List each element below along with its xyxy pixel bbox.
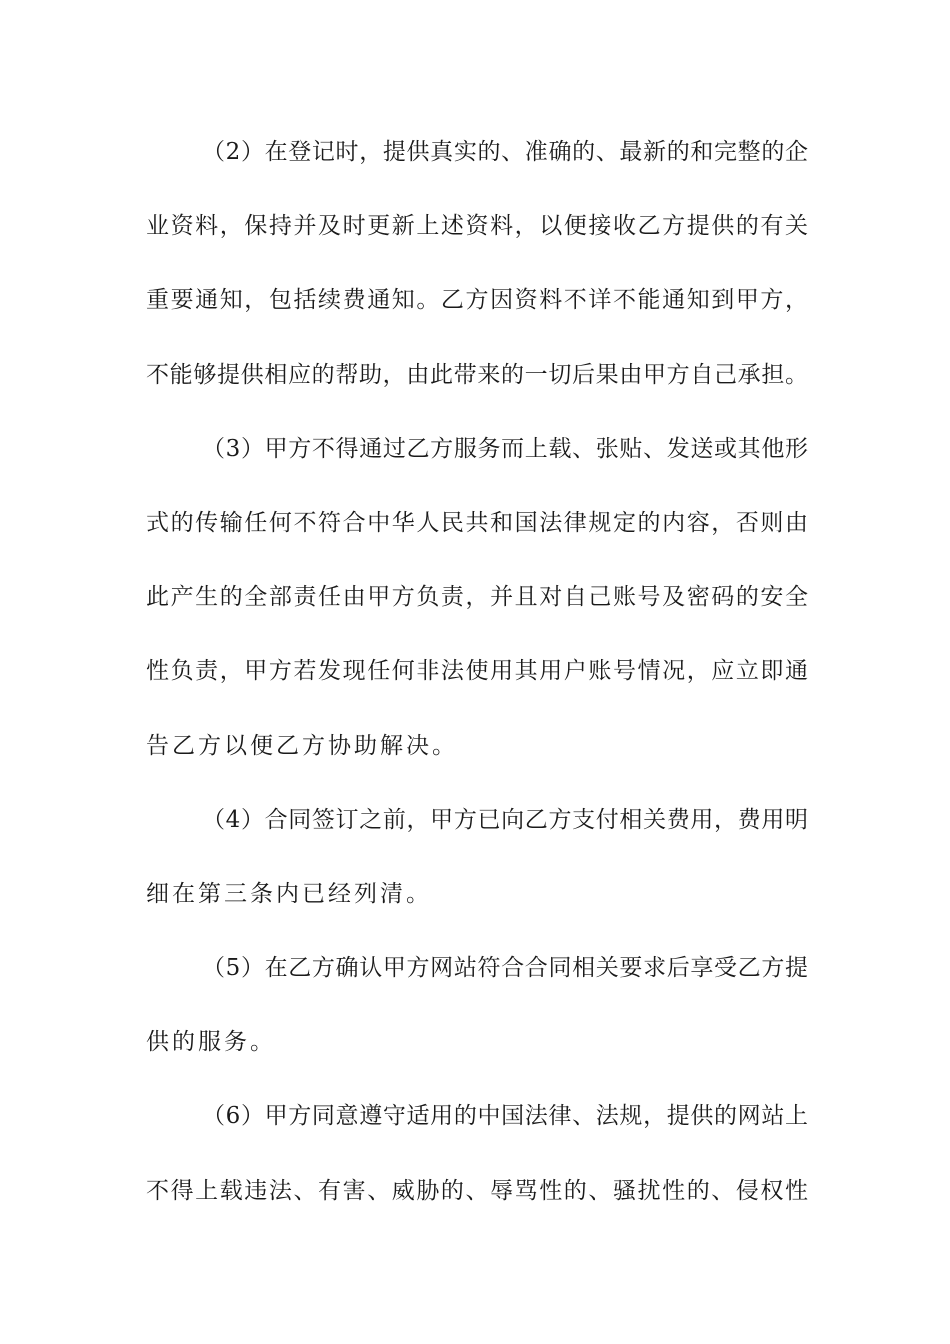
paragraph-line: （2）在登记时，提供真实的、准确的、最新的和完整的企 xyxy=(202,139,808,165)
paragraph-line: 不得上载违法、有害、威胁的、辱骂性的、骚扰性的、侵权性 xyxy=(146,1177,808,1204)
paragraph-line: 不能够提供相应的帮助，由此带来的一切后果由甲方自己承担。 xyxy=(146,361,808,388)
paragraph-line: 供的服务。 xyxy=(146,1029,276,1056)
paragraph-5 xyxy=(146,945,808,1093)
paragraph-4 xyxy=(146,797,808,945)
paragraph-line: （5）在乙方确认甲方网站符合合同相关要求后享受乙方提 xyxy=(202,955,808,982)
paragraph-3 xyxy=(146,426,808,797)
document-body xyxy=(146,129,808,1242)
paragraph-line: 细在第三条内已经列清。 xyxy=(146,880,432,907)
paragraph-line: （4）合同签订之前，甲方已向乙方支付相关费用，费用明 xyxy=(202,806,808,833)
paragraph-line: 性负责，甲方若发现任何非法使用其用户账号情况，应立即通 xyxy=(146,658,808,685)
paragraph-line: 式的传输任何不符合中华人民共和国法律规定的内容，否则由 xyxy=(146,509,808,536)
paragraph-line: 业资料，保持并及时更新上述资料，以便接收乙方提供的有关 xyxy=(146,213,808,240)
paragraph-line: （3）甲方不得通过乙方服务而上载、张贴、发送或其他形 xyxy=(202,435,808,462)
paragraph-2 xyxy=(146,129,808,426)
paragraph-line: 此产生的全部责任由甲方负责，并且对自己账号及密码的安全 xyxy=(146,584,808,611)
paragraph-line: 告乙方以便乙方协助解决。 xyxy=(146,732,458,759)
paragraph-line: （6）甲方同意遵守适用的中国法律、法规，提供的网站上 xyxy=(202,1103,808,1130)
paragraph-6 xyxy=(146,1093,808,1241)
paragraph-line: 重要通知，包括续费通知。乙方因资料不详不能通知到甲方， xyxy=(146,287,808,314)
